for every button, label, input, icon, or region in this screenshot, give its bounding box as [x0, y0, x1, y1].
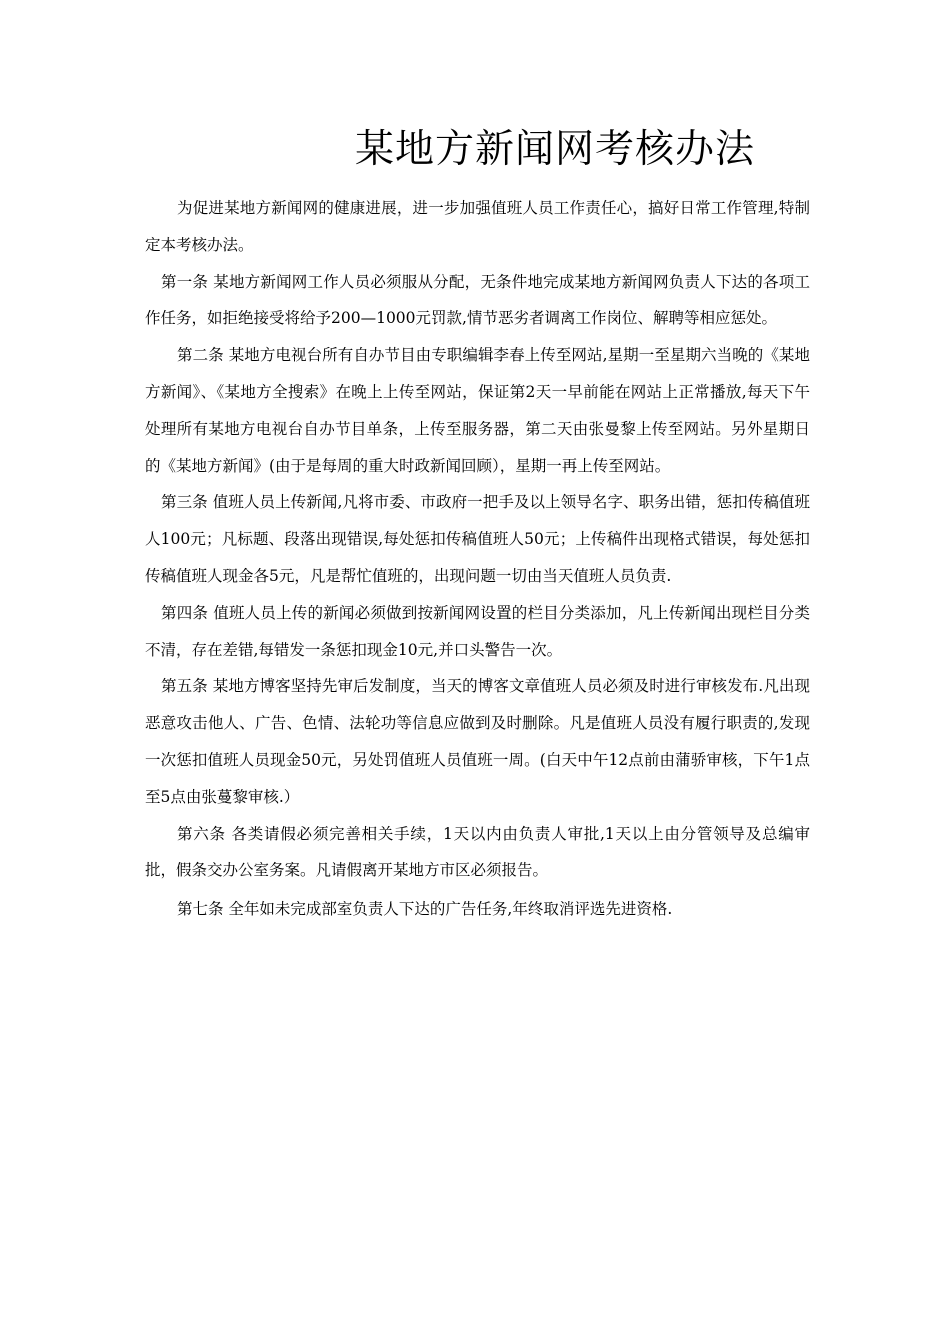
article-2-paragraph: 第二条 某地方电视台所有自办节目由专职编辑李春上传至网站,星期一至星期六当晚的《某地方新闻》、《某地方全搜索》在晚上上传至网站，保证第2天一早前能在网站上正常播放,每天下午处理所有某地方电视台自办节目单条，上传至服务器，第二天由张曼黎上传至网站。另外星期日的《某地方新闻》(由于是每周的重大时政新闻回顾），星期一再上传至网站。	[145, 346, 810, 475]
intro-paragraph: 为促进某地方新闻网的健康进展，进一步加强值班人员工作责任心，搞好日常工作管理,特制定本考核办法。	[145, 199, 810, 254]
article-4-paragraph: 第四条 值班人员上传的新闻必须做到按新闻网设置的栏目分类添加，凡上传新闻出现栏目分类不清，存在差错,每错发一条惩扣现金10元,并口头警告一次。	[145, 603, 810, 659]
document-body	[145, 190, 810, 928]
document-title: 某地方新闻网考核办法	[354, 127, 755, 172]
article-7-paragraph: 第七条 全年如未完成部室负责人下达的广告任务,年终取消评选先进资格.	[177, 900, 673, 919]
article-1-paragraph: 第一条 某地方新闻网工作人员必须服从分配，无条件地完成某地方新闻网负责人下达的各项工作任务，如拒绝接受将给予200—1000元罚款,情节恶劣者调离工作岗位、解聘等相应惩处。	[145, 272, 810, 328]
article-5-paragraph: 第五条 某地方博客坚持先审后发制度，当天的博客文章值班人员必须及时进行审核发布.凡出现恶意攻击他人、广告、色情、法轮功等信息应做到及时删除。凡是值班人员没有履行职责的,发现一次惩扣值班人员现金50元，另处罚值班人员值班一周。(白天中午12点前由蒲骄审核，下午1点至5点由张蔓黎审核.）	[145, 677, 810, 806]
article-6-paragraph: 第六条 各类请假必须完善相关手续，1天以内由负责人审批,1天以上由分管领导及总编审批，假条交办公室务案。凡请假离开某地方市区必须报告。	[145, 824, 810, 880]
article-3-paragraph: 第三条 值班人员上传新闻,凡将市委、市政府一把手及以上领导名字、职务出错，惩扣传稿值班人100元；凡标题、段落出现错误,每处惩扣传稿值班人50元；上传稿件出现格式错误，每处惩扣传稿值班人现金各5元，凡是帮忙值班的，出现问题一切由当天值班人员负责.	[145, 493, 810, 585]
